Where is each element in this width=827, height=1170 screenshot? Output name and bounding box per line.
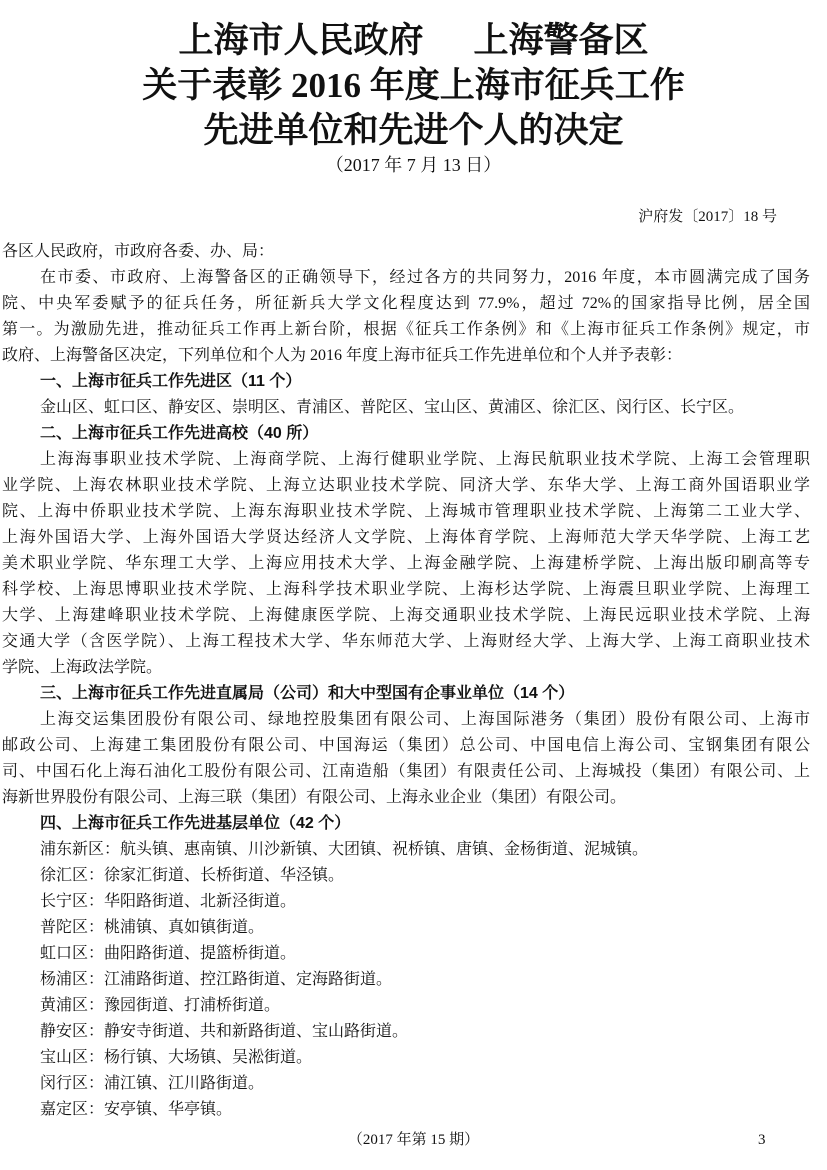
section-advanced-universities: [2, 421, 810, 681]
body-line: 金山区、虹口区、静安区、崇明区、青浦区、普陀区、宝山区、黄浦区、徐汇区、闵行区、长宁区。: [40, 399, 745, 416]
district-units-line: 长宁区：华阳路街道、北新泾街道。: [40, 893, 297, 910]
body-line: 在市委、市政府、上海警备区的正确领导下，经过各方的共同努力，2016 年度，本市圆满完成了国务: [40, 269, 810, 286]
district-units-line: 杨浦区：江浦路街道、控江路街道、定海路街道。: [40, 971, 393, 988]
document-number: 沪府发〔2017〕18 号: [638, 209, 777, 225]
body-line: 上海交运集团股份有限公司、绿地控股集团有限公司、上海国际港务（集团）股份有限公司、上海市: [40, 711, 810, 728]
body-line: 大学、上海建峰职业技术学院、上海健康医学院、上海交通职业技术学院、上海民远职业技术学院、上海: [2, 607, 810, 624]
title-line-2: 关于表彰 2016 年度上海市征兵工作: [142, 66, 685, 105]
body-line: 海新世界股份有限公司、上海三联（集团）有限公司、上海永业企业（集团）有限公司。: [2, 789, 627, 806]
section-advanced-grassroots-units: [2, 811, 810, 1123]
body-line: 科学校、上海思博职业技术学院、上海科学技术职业学院、上海杉达学院、上海震旦职业学院、上海理工: [2, 581, 810, 598]
district-units-line: 嘉定区：安亭镇、华亭镇。: [40, 1101, 233, 1118]
document-title: [0, 18, 827, 153]
body-line: 上海海事职业技术学院、上海商学院、上海行健职业学院、上海民航职业技术学院、上海工会管理职: [40, 451, 810, 468]
district-units-line: 静安区：静安寺街道、共和新路街道、宝山路街道。: [40, 1023, 409, 1040]
section-heading: 三、上海市征兵工作先进直属局（公司）和大中型国有企事业单位（14 个）: [40, 685, 575, 702]
section-advanced-districts: [2, 369, 810, 421]
district-units-line: 黄浦区：豫园街道、打浦桥街道。: [40, 997, 281, 1014]
body-line: 美术职业学院、华东理工大学、上海应用技术大学、上海金融学院、上海建桥学院、上海出版印刷高等专: [2, 555, 810, 572]
body-line: 第一。为激励先进，推动征兵工作再上新台阶，根据《征兵工作条例》和《上海市征兵工作条例》规定，市: [2, 321, 810, 338]
footer-issue: （2017 年第 15 期）: [347, 1132, 480, 1148]
district-units-line: 普陀区：桃浦镇、真如镇街道。: [40, 919, 265, 936]
body-line: 学院、上海政法学院。: [2, 659, 163, 676]
title-line-3: 先进单位和先进个人的决定: [203, 111, 624, 150]
document-date: （2017 年 7 月 13 日）: [325, 155, 502, 175]
section-advanced-enterprises: [2, 681, 810, 811]
district-units-line: 徐汇区：徐家汇街道、长桥街道、华泾镇。: [40, 867, 345, 884]
section-heading: 四、上海市征兵工作先进基层单位（42 个）: [40, 815, 351, 832]
body-line: 业学院、上海农林职业技术学院、上海立达职业技术学院、同济大学、东华大学、上海工商外国语职业学: [2, 477, 810, 494]
district-units-line: 宝山区：杨行镇、大场镇、吴淞街道。: [40, 1049, 313, 1066]
body-line: 政府、上海警备区决定，下列单位和个人为 2016 年度上海市征兵工作先进单位和个人并予表彰：: [2, 347, 683, 364]
body-line: 邮政公司、上海建工集团股份有限公司、中国海运（集团）总公司、中国电信上海公司、宝钢集团有限公: [2, 737, 810, 754]
section-heading: 一、上海市征兵工作先进区（11 个）: [40, 373, 302, 390]
page-number: 3: [758, 1132, 766, 1148]
issuer-shanghai-government: 上海市人民政府: [178, 21, 424, 60]
issuer-shanghai-garrison: 上海警备区: [473, 21, 649, 60]
district-units-line: 浦东新区：航头镇、惠南镇、川沙新镇、大团镇、祝桥镇、唐镇、金杨街道、泥城镇。: [40, 841, 649, 858]
intro-paragraph: [2, 265, 810, 369]
salutation: 各区人民政府，市政府各委、办、局：: [2, 243, 275, 260]
body-line: 院、上海中侨职业技术学院、上海东海职业技术学院、上海城市管理职业技术学院、上海第二工业大学、: [2, 503, 810, 520]
body-line: 上海外国语大学、上海外国语大学贤达经济人文学院、上海体育学院、上海师范大学天华学院、上海工艺: [2, 529, 810, 546]
section-heading: 二、上海市征兵工作先进高校（40 所）: [40, 425, 319, 442]
title-line-issuers: [0, 18, 827, 63]
body-line: 交通大学（含医学院）、上海工程技术大学、华东师范大学、上海财经大学、上海大学、上海工商职业技术: [2, 633, 810, 650]
body-line: 院、中央军委赋予的征兵任务，所征新兵大学文化程度达到 77.9%，超过 72%的国家指导比例，居全国: [2, 295, 810, 312]
body-line: 司、中国石化上海石油化工股份有限公司、江南造船（集团）有限责任公司、上海城投（集团）有限公司、上: [2, 763, 810, 780]
document-body: [2, 239, 810, 1123]
district-units-line: 闵行区：浦江镇、江川路街道。: [40, 1075, 265, 1092]
district-units-line: 虹口区：曲阳路街道、提篮桥街道。: [40, 945, 297, 962]
